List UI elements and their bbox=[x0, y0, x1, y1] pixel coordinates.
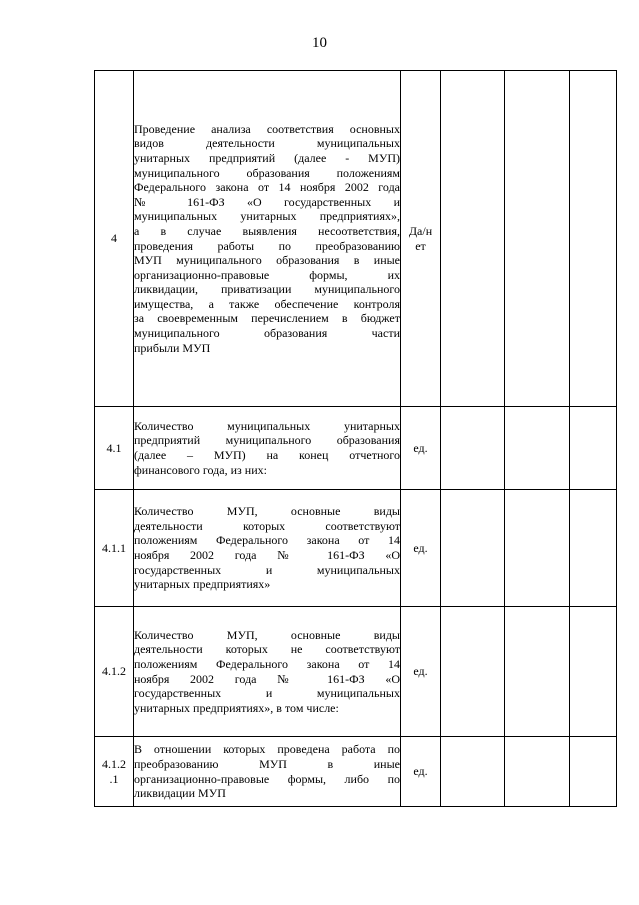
description-line: ликвидации, приватизации муниципального bbox=[134, 282, 400, 297]
description-line: государственных и муниципальных bbox=[134, 562, 400, 577]
value-cell bbox=[570, 607, 617, 737]
table-row bbox=[95, 407, 617, 490]
row-unit-cell bbox=[401, 71, 441, 407]
description-line: Количество МУП, основные виды bbox=[134, 504, 400, 519]
description-line: деятельности которых не соответствуют bbox=[134, 642, 400, 657]
description-line: унитарных предприятиях» bbox=[134, 577, 271, 592]
page-number: 10 bbox=[312, 35, 327, 51]
table-row bbox=[95, 607, 617, 737]
row-unit: ед. bbox=[413, 764, 428, 779]
description-line: унитарных предприятий (далее - МУП) bbox=[134, 150, 400, 165]
row-unit: ед. bbox=[413, 664, 428, 679]
description-line: муниципального образования части bbox=[134, 326, 400, 341]
description-line: муниципального образования положениям bbox=[134, 165, 400, 180]
description-line: В отношении которых проведена работа по bbox=[134, 742, 400, 757]
description-line: деятельности которых соответствуют bbox=[134, 518, 400, 533]
value-cell bbox=[505, 407, 570, 490]
description-line: Федерального закона от 14 ноября 2002 года bbox=[134, 180, 400, 195]
row-unit-cell bbox=[401, 607, 441, 737]
description-line: видов деятельности муниципальных bbox=[134, 136, 400, 151]
description-line: организационно-правовые формы, их bbox=[134, 267, 400, 282]
description-line: положениям Федерального закона от 14 bbox=[134, 533, 400, 548]
description-line: ликвидации МУП bbox=[134, 786, 226, 801]
description-line: государственных и муниципальных bbox=[134, 686, 400, 701]
row-number-cell bbox=[95, 607, 134, 737]
description-line: за своевременным перечислением в бюджет bbox=[134, 311, 400, 326]
value-cell bbox=[441, 607, 505, 737]
description-line: финансового года, из них: bbox=[134, 462, 267, 477]
value-cell bbox=[570, 407, 617, 490]
description-line: прибыли МУП bbox=[134, 340, 211, 355]
row-description-cell bbox=[134, 490, 401, 607]
description-line: Количество МУП, основные виды bbox=[134, 627, 400, 642]
row-number-cell bbox=[95, 737, 134, 807]
row-number: 4.1 bbox=[106, 440, 122, 455]
row-number: 4.1.2 .1 bbox=[102, 756, 126, 786]
description-line: проведения работы по преобразованию bbox=[134, 238, 400, 253]
value-cell bbox=[570, 737, 617, 807]
table-row bbox=[95, 490, 617, 607]
value-cell bbox=[441, 737, 505, 807]
row-number-cell bbox=[95, 71, 134, 407]
table-row bbox=[95, 71, 617, 407]
row-number: 4 bbox=[111, 231, 117, 246]
indicators-table bbox=[94, 70, 617, 807]
value-cell bbox=[441, 71, 505, 407]
value-cell bbox=[505, 71, 570, 407]
row-description-cell bbox=[134, 737, 401, 807]
description-line: Количество муниципальных унитарных bbox=[134, 418, 400, 433]
row-description-cell bbox=[134, 607, 401, 737]
row-number: 4.1.1 bbox=[102, 540, 126, 555]
row-unit: Да/н ет bbox=[408, 223, 433, 253]
description-line: организационно-правовые формы, либо по bbox=[134, 771, 400, 786]
description-line: унитарных предприятиях», в том числе: bbox=[134, 700, 339, 715]
table-row bbox=[95, 737, 617, 807]
value-cell bbox=[505, 490, 570, 607]
row-unit-cell bbox=[401, 737, 441, 807]
description-line: МУП муниципального образования в иные bbox=[134, 253, 400, 268]
row-unit: ед. bbox=[413, 540, 428, 555]
description-line: Проведение анализа соответствия основных bbox=[134, 121, 400, 136]
description-line: (далее – МУП) на конец отчетного bbox=[134, 448, 400, 462]
description-line: ноября 2002 года № 161-ФЗ «О bbox=[134, 548, 400, 562]
row-number-cell bbox=[95, 407, 134, 490]
row-description-cell bbox=[134, 407, 401, 490]
description-line: № 161-ФЗ «О государственных и bbox=[134, 194, 400, 209]
value-cell bbox=[441, 490, 505, 607]
row-unit-cell bbox=[401, 490, 441, 607]
description-line: предприятий муниципального образования bbox=[134, 433, 400, 448]
row-number-cell bbox=[95, 490, 134, 607]
row-description-cell bbox=[134, 71, 401, 407]
description-line: преобразованию МУП в иные bbox=[134, 756, 400, 771]
description-line: ноября 2002 года № 161-ФЗ «О bbox=[134, 671, 400, 686]
row-unit: ед. bbox=[413, 440, 428, 455]
value-cell bbox=[505, 607, 570, 737]
value-cell bbox=[505, 737, 570, 807]
description-line: имущества, а также обеспечение контроля bbox=[134, 296, 400, 311]
value-cell bbox=[441, 407, 505, 490]
description-line: а в случае выявления несоответствия, bbox=[134, 223, 400, 238]
description-line: положениям Федерального закона от 14 bbox=[134, 656, 400, 671]
description-line: муниципальных унитарных предприятиях», bbox=[134, 209, 400, 224]
value-cell bbox=[570, 71, 617, 407]
value-cell bbox=[570, 490, 617, 607]
row-number: 4.1.2 bbox=[102, 664, 126, 679]
row-unit-cell bbox=[401, 407, 441, 490]
